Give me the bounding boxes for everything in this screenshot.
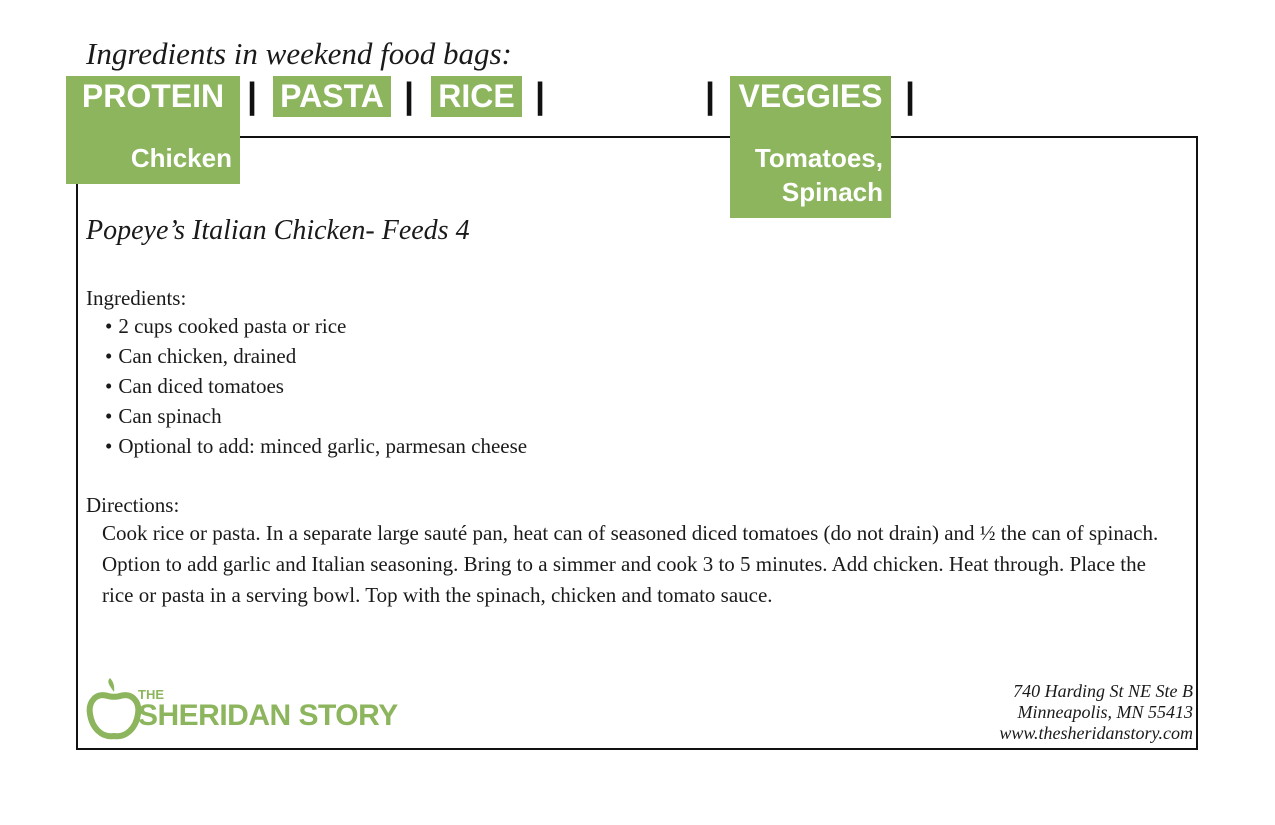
list-item: • Can spinach	[105, 401, 527, 431]
directions-text: Cook rice or pasta. In a separate large sauté pan, heat can of seasoned diced tomatoes (do not drain) and ½ the can of spinach. Option to add garlic and Italian seasoning. Bring to a simmer and cook 3 to 5 minutes. Add chicken. Heat through. Place the rice or pasta in a serving bowl. Top with the spinach, chicken and tomato sauce.	[102, 521, 1159, 607]
veggies-detail-line: Spinach	[781, 177, 883, 207]
ingredients-heading: Ingredients:	[86, 286, 187, 310]
tag-separator: |	[535, 75, 546, 116]
tag-protein: PROTEIN	[66, 76, 240, 117]
website-link[interactable]: www.thesheridanstory.com	[999, 723, 1193, 743]
apple-icon	[86, 678, 142, 740]
tag-separator: |	[705, 75, 716, 116]
sheridan-story-logo	[86, 678, 426, 742]
logo-the: THE	[138, 687, 164, 702]
tag-separator: |	[247, 75, 258, 116]
list-item: • 2 cups cooked pasta or rice	[105, 311, 527, 341]
address-line: 740 Harding St NE Ste B	[1013, 681, 1193, 701]
tag-pasta: PASTA	[273, 76, 391, 117]
intro-heading: Ingredients in weekend food bags:	[86, 36, 512, 71]
protein-detail-line: Chicken	[130, 143, 232, 173]
tag-veggies: VEGGIES	[730, 76, 891, 117]
tag-separator: |	[404, 75, 415, 116]
tag-rice: RICE	[431, 76, 522, 117]
ingredients-list	[105, 311, 527, 461]
list-item: • Can diced tomatoes	[105, 371, 527, 401]
logo-name: SHERIDAN STORY	[138, 699, 398, 732]
directions-heading: Directions:	[86, 493, 180, 517]
tag-separator: |	[905, 75, 916, 116]
veggies-detail-line: Tomatoes,	[754, 143, 883, 173]
list-item: • Can chicken, drained	[105, 341, 527, 371]
list-item: • Optional to add: minced garlic, parmesan cheese	[105, 431, 527, 461]
recipe-title: Popeye’s Italian Chicken- Feeds 4	[86, 215, 470, 246]
address-block	[999, 681, 1193, 744]
veggies-detail	[730, 117, 891, 218]
food-category-bar	[0, 76, 1275, 118]
protein-detail	[66, 117, 240, 184]
address-city: Minneapolis, MN 55413	[1017, 702, 1193, 722]
